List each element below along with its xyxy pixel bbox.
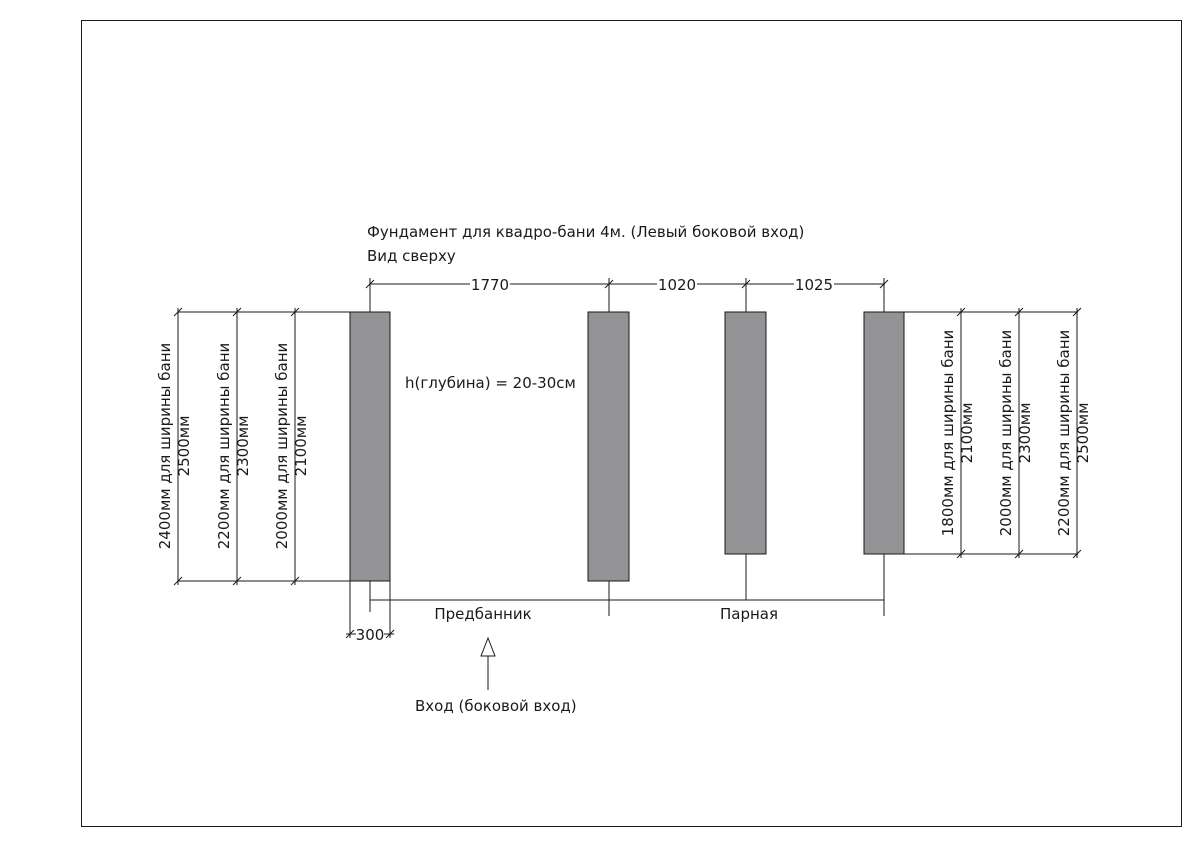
svg-text:2400мм для ширины бани: 2400мм для ширины бани xyxy=(156,342,174,550)
entry-label: Вход (боковой вход) xyxy=(415,697,577,715)
dim-1020: 1020 xyxy=(657,276,697,294)
left-dim-label-1 xyxy=(156,343,193,549)
svg-text:2100мм: 2100мм xyxy=(292,415,310,477)
foundation-strip-1 xyxy=(350,312,390,581)
svg-text:2500мм: 2500мм xyxy=(1074,402,1092,464)
dim-300: 300 xyxy=(355,626,385,644)
drawing-subtitle: Вид сверху xyxy=(367,247,456,265)
svg-text:2000мм для ширины бани: 2000мм для ширины бани xyxy=(997,329,1015,537)
right-dim-label-1 xyxy=(939,330,976,536)
dim-1770: 1770 xyxy=(470,276,510,294)
svg-text:2300мм: 2300мм xyxy=(1016,402,1034,464)
foundation-strips xyxy=(350,312,904,581)
foundation-strip-2 xyxy=(588,312,629,581)
svg-text:2000мм для ширины бани: 2000мм для ширины бани xyxy=(273,342,291,550)
dim-1025: 1025 xyxy=(794,276,834,294)
drawing-title: Фундамент для квадро-бани 4м. (Левый боковой вход) xyxy=(367,223,805,241)
entry-arrow-icon xyxy=(481,638,495,690)
svg-text:2100мм: 2100мм xyxy=(958,402,976,464)
foundation-strip-4 xyxy=(864,312,904,554)
svg-text:1800мм для ширины бани: 1800мм для ширины бани xyxy=(939,329,957,537)
left-dimension-lines xyxy=(174,308,350,585)
foundation-strip-3 xyxy=(725,312,766,554)
svg-text:2200мм для ширины бани: 2200мм для ширины бани xyxy=(1055,329,1073,537)
svg-text:2500мм: 2500мм xyxy=(175,415,193,477)
room-parnaya: Парная xyxy=(719,605,779,623)
left-dim-label-2 xyxy=(215,343,252,549)
room-predbannik: Предбанник xyxy=(434,605,532,623)
right-dim-label-3 xyxy=(1055,330,1092,536)
right-dim-label-2 xyxy=(997,330,1034,536)
svg-text:2300мм: 2300мм xyxy=(234,415,252,477)
depth-note: h(глубина) = 20-30см xyxy=(405,374,576,392)
left-dim-label-3 xyxy=(273,343,310,549)
svg-text:2200мм для ширины бани: 2200мм для ширины бани xyxy=(215,342,233,550)
